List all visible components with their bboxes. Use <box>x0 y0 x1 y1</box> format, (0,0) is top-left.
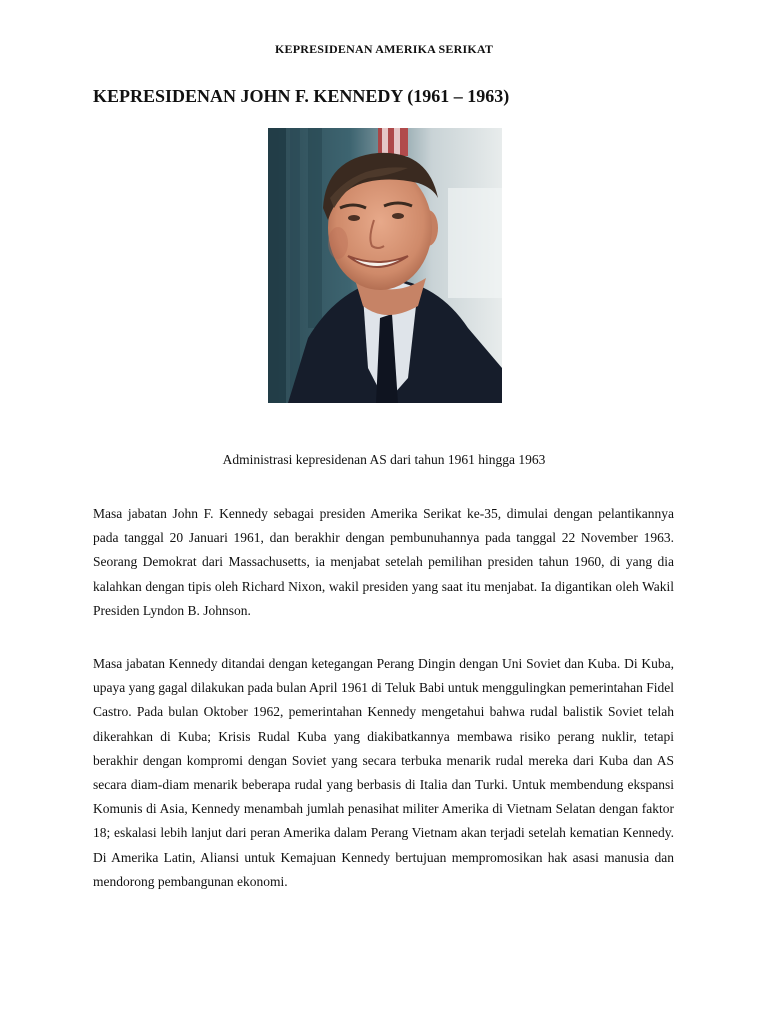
photo-caption: Administrasi kepresidenan AS dari tahun 1961 hingga 1963 <box>222 452 546 467</box>
running-header: KEPRESIDENAN AMERIKA SERIKAT <box>274 42 494 56</box>
document-title: KEPRESIDENAN JOHN F. KENNEDY (1961 – 1963) <box>93 86 510 106</box>
portrait-illustration <box>268 128 502 403</box>
paragraph-1: Masa jabatan John F. Kennedy sebagai presiden Amerika Serikat ke-35, dimulai dengan pelantikannya pada tanggal 20 Januari 1961, dan berakhir dengan pembunuhannya pada tanggal 22 November 1963. Seorang Demokrat dari Massachusetts, ia menjabat setelah pemilihan presiden tahun 1960, di yang dia kalahkan dengan tipis oleh Richard Nixon, wakil presiden yang saat itu menjabat. Ia digantikan oleh Wakil Presiden Lyndon B. Johnson. <box>93 506 674 618</box>
paragraph-2: Masa jabatan Kennedy ditandai dengan ketegangan Perang Dingin dengan Uni Soviet dan Kuba. Di Kuba, upaya yang gagal dilakukan pada bulan April 1961 di Teluk Babi untuk menggulingkan pemerintahan Fidel Castro. Pada bulan Oktober 1962, pemerintahan Kennedy mengetahui bahwa rudal balistik Soviet telah dikerahkan di Kuba; Krisis Rudal Kuba yang diakibatkannya membawa risiko perang nuklir, tetapi berakhir dengan kompromi dengan Soviet yang secara terbuka menarik rudal mereka dari Kuba dan AS secara diam-diam menarik beberapa rudal yang berbasis di Italia dan Turki. Untuk membendung ekspansi Komunis di Asia, Kennedy menambah jumlah penasihat militer Amerika di Vietnam Selatan dengan faktor 18; eskalasi lebih lanjut dari peran Amerika dalam Perang Vietnam akan terjadi setelah kematian Kennedy. Di Amerika Latin, Aliansi untuk Kemajuan Kennedy bertujuan mempromosikan hak asasi manusia dan mendorong pembangunan ekonomi. <box>93 656 674 889</box>
portrait-photo <box>268 128 502 403</box>
